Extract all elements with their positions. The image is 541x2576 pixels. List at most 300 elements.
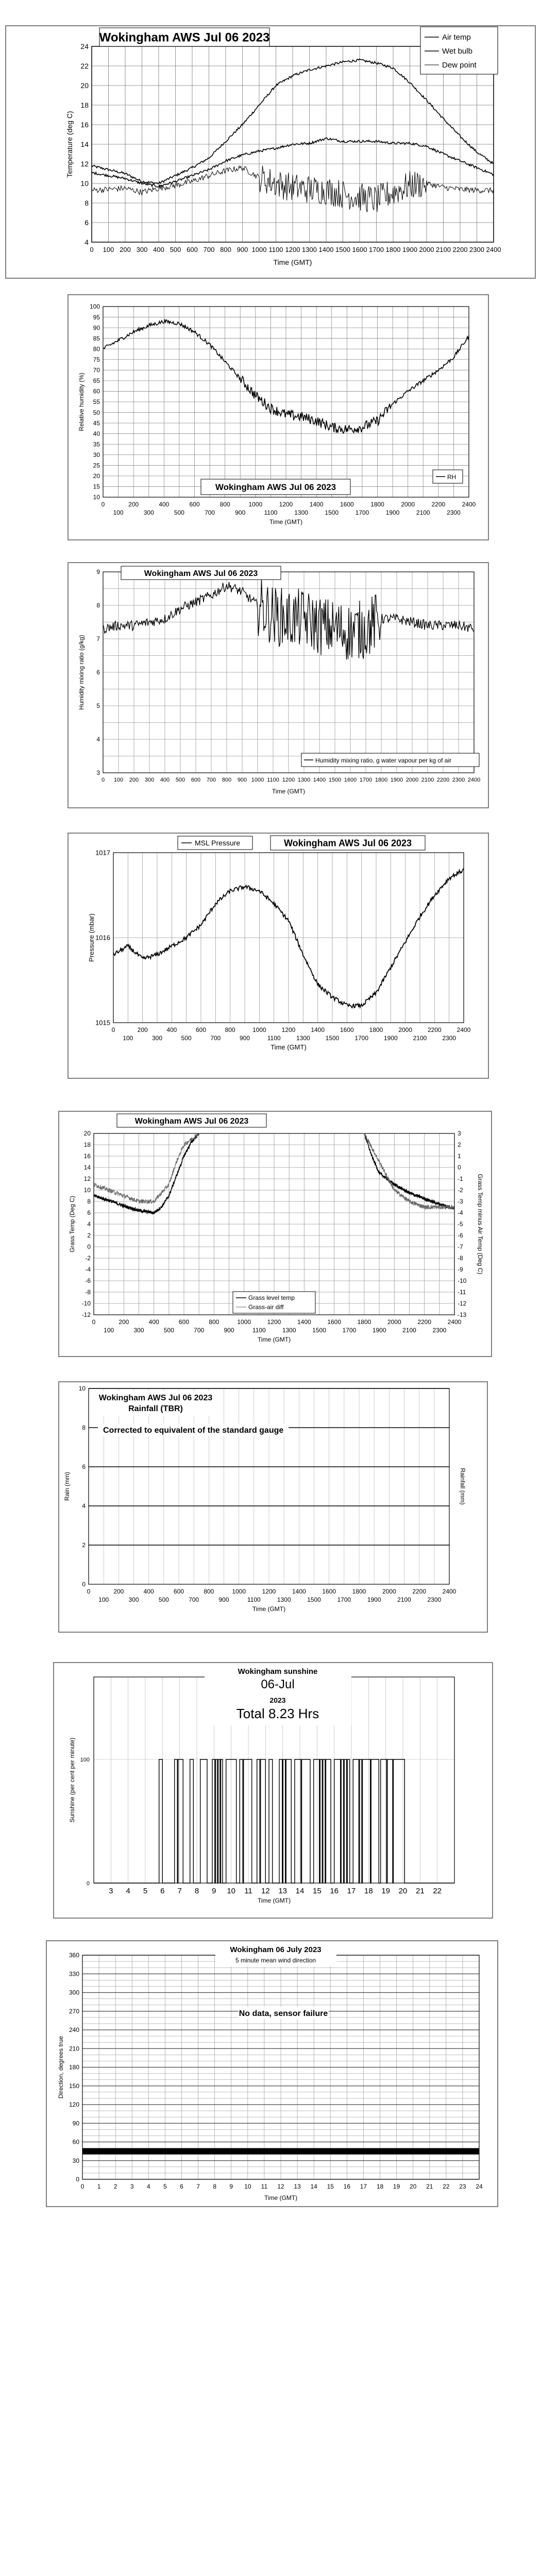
x-tick-label: 2100: [402, 1327, 416, 1334]
x-tick-label: 0: [80, 2183, 84, 2190]
y-tick-label: 210: [69, 2045, 79, 2053]
x-tick-label: 800: [225, 1026, 235, 1033]
x-tick-label: 300: [143, 509, 154, 516]
x-tick-label: 100: [98, 1596, 109, 1603]
y-tick-label: 0: [76, 2176, 79, 2183]
x-tick-label: 200: [120, 246, 131, 253]
chart-annotation: Corrected to equivalent of the standard gauge: [103, 1426, 284, 1435]
x-tick-label: 2300: [427, 1596, 442, 1603]
x-tick-label: 700: [210, 1035, 221, 1042]
x-tick-label: 1900: [385, 509, 400, 516]
x-tick-label: 2400: [467, 777, 481, 783]
x-tick-label: 900: [236, 246, 248, 253]
x-tick-label: 2200: [417, 1318, 432, 1326]
y-tick-label: 20: [93, 472, 100, 480]
x-tick-label: 900: [237, 777, 247, 783]
x-tick-label: 19: [393, 2183, 400, 2190]
y-tick-label: 5: [96, 702, 100, 710]
y-tick-label: 2: [82, 1541, 86, 1549]
mixing-ratio-chart-panel: [67, 562, 489, 809]
legend-label: Wet bulb: [442, 47, 472, 56]
x-tick-label: 14: [310, 2183, 317, 2190]
x-tick-label: 2100: [416, 509, 430, 516]
y-tick-label: 15: [93, 483, 100, 490]
y-tick-label: 14: [80, 140, 89, 148]
x-tick-label: 400: [160, 777, 170, 783]
x-tick-label: 11: [261, 2183, 268, 2190]
x-tick-label: 700: [194, 1327, 205, 1334]
x-tick-label: 800: [209, 1318, 219, 1326]
x-tick-label: 1200: [281, 1026, 296, 1033]
x-tick-label: 1500: [335, 246, 350, 253]
x-tick-label: 16: [343, 2183, 351, 2190]
x-tick-label: 2400: [486, 246, 501, 253]
chart-subtitle: Rainfall (TBR): [128, 1404, 183, 1413]
x-tick-label: 600: [173, 1588, 184, 1595]
chart-title: Wokingham AWS Jul 06 2023: [98, 1394, 213, 1402]
legend-label: RH: [447, 473, 457, 481]
x-tick-label: 200: [128, 501, 139, 508]
x-tick-label: 900: [218, 1596, 229, 1603]
x-tick-label: 1000: [251, 246, 267, 253]
chart-subtitle: 5 minute mean wind direction: [235, 1957, 316, 1964]
legend-label: Air temp: [442, 33, 471, 42]
y-axis-label: Humidity mixing ratio (g/kg): [78, 635, 85, 710]
x-tick-label: 100: [123, 1035, 133, 1042]
y-tick-label: -10: [81, 1300, 91, 1308]
x-tick-label: 1400: [297, 1318, 311, 1326]
y-tick-label: 8: [84, 198, 89, 207]
x-axis-label: Time (GMT): [257, 1336, 291, 1343]
x-tick-label: 18: [364, 1887, 373, 1895]
x-tick-label: 1500: [325, 1035, 340, 1042]
x-tick-label: 2300: [447, 509, 461, 516]
x-tick-label: 2400: [447, 1318, 462, 1326]
y-axis-label: Pressure (mbar): [88, 913, 95, 962]
chart-date: 06-Jul: [261, 1677, 295, 1691]
x-tick-label: 1500: [325, 509, 339, 516]
y2-tick-label: -1: [458, 1175, 463, 1182]
x-tick-label: 2400: [442, 1588, 457, 1595]
x-tick-label: 2000: [405, 777, 419, 783]
x-tick-label: 2000: [401, 501, 415, 508]
x-tick-label: 10: [244, 2183, 251, 2190]
x-tick-label: 1400: [313, 777, 326, 783]
y-tick-label: 90: [93, 324, 100, 332]
y-tick-label: -6: [85, 1277, 91, 1285]
x-tick-label: 1200: [267, 1318, 281, 1326]
y-tick-label: 8: [96, 602, 100, 609]
y-tick-label: 240: [69, 2026, 79, 2034]
x-tick-label: 10: [227, 1887, 236, 1895]
y2-tick-label: -5: [458, 1221, 463, 1228]
legend-label: MSL Pressure: [195, 839, 241, 847]
sunshine-trace: [94, 1759, 454, 1883]
legend-label: Grass level temp: [248, 1294, 295, 1301]
x-tick-label: 800: [219, 501, 230, 508]
y2-tick-label: -6: [458, 1232, 463, 1239]
x-tick-label: 17: [347, 1887, 356, 1895]
y-tick-label: 10: [93, 494, 100, 501]
x-tick-label: 0: [90, 246, 94, 253]
y-tick-label: 22: [80, 61, 89, 70]
x-tick-label: 23: [459, 2183, 466, 2190]
x-tick-label: 2100: [413, 1035, 427, 1042]
x-axis-label: Time (GMT): [257, 1897, 291, 1904]
x-tick-label: 6: [180, 2183, 183, 2190]
y-tick-label: 10: [83, 1187, 91, 1194]
x-tick-label: 19: [381, 1887, 391, 1895]
y2-tick-label: -3: [458, 1198, 463, 1205]
x-tick-label: 600: [191, 777, 201, 783]
x-tick-label: 500: [170, 246, 181, 253]
y-tick-label: 100: [89, 303, 100, 311]
x-tick-label: 2000: [382, 1588, 396, 1595]
x-tick-label: 1600: [340, 501, 354, 508]
y-tick-label: 4: [96, 736, 100, 743]
y-tick-label: 80: [93, 345, 100, 353]
x-tick-label: 900: [239, 1035, 250, 1042]
y-tick-label: 18: [80, 100, 89, 109]
y-tick-label: -4: [85, 1266, 91, 1274]
x-tick-label: 1800: [352, 1588, 366, 1595]
y-tick-label: 6: [87, 1209, 91, 1217]
x-tick-label: 1400: [318, 246, 334, 253]
mixing-ratio-chart: [67, 562, 489, 809]
y-tick-label: 180: [69, 2063, 79, 2071]
y-tick-label: 60: [72, 2138, 79, 2146]
x-tick-label: 700: [189, 1596, 199, 1603]
x-tick-label: 2300: [432, 1327, 447, 1334]
x-tick-label: 6: [160, 1887, 165, 1895]
x-tick-label: 1600: [340, 1026, 354, 1033]
x-tick-label: 5: [143, 1887, 148, 1895]
x-tick-label: 700: [205, 509, 215, 516]
y-tick-label: -2: [85, 1255, 91, 1262]
y-axis-label: Relative humidity (%): [78, 372, 85, 431]
y-tick-label: 90: [72, 2120, 79, 2127]
grass-temp-chart: [58, 1110, 493, 1358]
x-tick-label: 21: [415, 1887, 425, 1895]
x-tick-label: 18: [376, 2183, 384, 2190]
x-tick-label: 1600: [327, 1318, 342, 1326]
y-tick-label: 10: [78, 1385, 86, 1393]
x-tick-label: 1000: [248, 501, 263, 508]
x-tick-label: 1800: [370, 501, 384, 508]
y2-tick-label: -11: [458, 1289, 466, 1296]
x-tick-label: 2300: [442, 1035, 457, 1042]
y2-tick-label: -8: [458, 1255, 463, 1262]
x-tick-label: 2300: [469, 246, 484, 253]
x-tick-label: 0: [92, 1318, 96, 1326]
humidity-chart-panel: [67, 294, 489, 541]
x-tick-label: 1: [97, 2183, 101, 2190]
x-tick-label: 300: [151, 1035, 163, 1042]
x-tick-label: 1100: [264, 509, 278, 516]
x-tick-label: 0: [87, 1588, 91, 1595]
legend-label: Humidity mixing ratio, g water vapour per kg of air: [315, 757, 452, 764]
x-tick-label: 400: [143, 1588, 154, 1595]
x-tick-label: 7: [177, 1887, 182, 1895]
x-tick-label: 500: [175, 777, 185, 783]
x-tick-label: 2100: [397, 1596, 411, 1603]
x-tick-label: 1300: [294, 509, 308, 516]
x-tick-label: 1400: [311, 1026, 325, 1033]
x-tick-label: 4: [146, 2183, 150, 2190]
x-tick-label: 800: [204, 1588, 214, 1595]
x-tick-label: 2000: [387, 1318, 401, 1326]
x-tick-label: 5: [163, 2183, 167, 2190]
y-tick-label: 95: [93, 313, 100, 321]
x-tick-label: 100: [113, 509, 124, 516]
y-tick-label: 4: [84, 238, 89, 246]
x-tick-label: 1300: [282, 1327, 296, 1334]
y-tick-label: 1016: [95, 934, 110, 942]
x-tick-label: 1600: [322, 1588, 336, 1595]
y-tick-label: 16: [83, 1153, 91, 1160]
y-axis-label: Grass Temp (Deg C): [69, 1196, 76, 1252]
y-tick-label: 10: [80, 179, 89, 188]
x-axis-label: Time (GMT): [272, 788, 306, 795]
y-tick-label: 2: [87, 1232, 91, 1240]
y-tick-label: 60: [93, 387, 100, 395]
chart-title: Wokingham sunshine: [238, 1667, 318, 1676]
x-tick-label: 2400: [462, 501, 476, 508]
y-tick-label: 0: [82, 1581, 86, 1588]
x-tick-label: 13: [294, 2183, 301, 2190]
y-tick-label: 18: [83, 1141, 91, 1149]
x-tick-label: 700: [206, 777, 216, 783]
x-tick-label: 1300: [296, 1035, 310, 1042]
x-tick-label: 100: [103, 246, 114, 253]
x-tick-label: 200: [113, 1588, 124, 1595]
y-axis-label: Rain (mm): [63, 1472, 71, 1501]
y-tick-label: 20: [80, 81, 89, 90]
x-tick-label: 8: [194, 1887, 199, 1895]
y-tick-label: 1015: [95, 1019, 110, 1027]
x-tick-label: 1500: [307, 1596, 321, 1603]
y-tick-label: 16: [80, 120, 89, 129]
x-tick-label: 0: [101, 777, 105, 783]
x-tick-label: 1700: [359, 777, 373, 783]
x-tick-label: 24: [476, 2183, 483, 2190]
y2-tick-label: -13: [458, 1311, 467, 1318]
y-tick-label: 55: [93, 398, 100, 406]
x-tick-label: 600: [178, 1318, 190, 1326]
x-tick-label: 15: [312, 1887, 322, 1895]
y-tick-label: 70: [93, 366, 100, 374]
y-tick-label: 85: [93, 334, 100, 342]
y-tick-label: 65: [93, 377, 100, 385]
y-tick-label: 6: [96, 669, 100, 676]
x-tick-label: 200: [119, 1318, 129, 1326]
x-axis-label: Time (GMT): [270, 1043, 307, 1051]
x-tick-label: 1300: [302, 246, 317, 253]
x-tick-label: 2200: [436, 777, 450, 783]
y-tick-label: 4: [82, 1502, 86, 1510]
y-tick-label: 25: [93, 462, 100, 469]
x-tick-label: 800: [222, 777, 232, 783]
legend-label: Dew point: [442, 61, 477, 70]
y-tick-label: 8: [82, 1424, 86, 1432]
x-tick-label: 1200: [262, 1588, 276, 1595]
x-tick-label: 100: [104, 1327, 114, 1334]
y-tick-label: 40: [93, 430, 100, 437]
x-tick-label: 1000: [237, 1318, 251, 1326]
x-tick-label: 300: [136, 246, 148, 253]
y-tick-label: 14: [83, 1164, 91, 1172]
x-tick-label: 300: [133, 1327, 144, 1334]
x-tick-label: 12: [261, 1887, 270, 1895]
chart-annotation: No data, sensor failure: [239, 2009, 328, 2018]
x-tick-label: 2200: [412, 1588, 427, 1595]
y2-tick-label: 1: [458, 1153, 461, 1160]
y-tick-label: -12: [81, 1311, 91, 1319]
x-tick-label: 1100: [247, 1596, 261, 1603]
x-tick-label: 11: [244, 1887, 252, 1895]
x-tick-label: 1000: [252, 1026, 266, 1033]
x-tick-label: 1100: [267, 1035, 281, 1042]
x-tick-label: 1600: [344, 777, 357, 783]
y-tick-label: 270: [69, 2007, 79, 2015]
x-tick-label: 100: [113, 777, 124, 783]
x-tick-label: 14: [295, 1887, 305, 1895]
x-tick-label: 900: [235, 509, 246, 516]
chart-total: Total 8.23 Hrs: [236, 1706, 319, 1721]
y-axis-label: Direction, degrees true: [57, 2036, 64, 2099]
x-tick-label: 200: [129, 777, 139, 783]
x-tick-label: 22: [433, 1887, 442, 1895]
y-tick-label: 120: [69, 2101, 79, 2109]
y-tick-label: 75: [93, 355, 100, 363]
pressure-chart: [67, 832, 489, 1079]
x-tick-label: 1400: [309, 501, 324, 508]
y-tick-label: 24: [80, 42, 89, 50]
chart-title: Wokingham AWS Jul 06 2023: [283, 838, 412, 849]
y-tick-label: 7: [96, 635, 100, 643]
x-tick-label: 400: [153, 246, 164, 253]
y-tick-label: 6: [82, 1463, 86, 1471]
x-tick-label: 1200: [279, 501, 293, 508]
y-tick-label: 0: [87, 1243, 91, 1251]
x-tick-label: 1500: [328, 777, 342, 783]
wind-direction-chart-panel: [45, 1940, 499, 2208]
x-tick-label: 1400: [292, 1588, 306, 1595]
y-axis-label: Sunshine (per cent per minute): [69, 1737, 76, 1823]
x-tick-label: 1600: [352, 246, 367, 253]
x-tick-label: 7: [196, 2183, 200, 2190]
x-tick-label: 1200: [282, 777, 295, 783]
y2-tick-label: -10: [458, 1277, 467, 1284]
x-tick-label: 21: [426, 2183, 433, 2190]
x-tick-label: 15: [327, 2183, 334, 2190]
y-tick-label: 330: [69, 1970, 79, 1978]
x-tick-label: 17: [360, 2183, 367, 2190]
x-tick-label: 2000: [398, 1026, 413, 1033]
rainfall-chart-panel: [58, 1381, 488, 1633]
x-tick-label: 2: [113, 2183, 117, 2190]
x-tick-label: 3: [109, 1887, 113, 1895]
x-tick-label: 1900: [372, 1327, 386, 1334]
chart-year: 2023: [269, 1696, 286, 1704]
x-tick-label: 2100: [421, 777, 434, 783]
x-axis-label: Time (GMT): [269, 518, 303, 526]
x-axis-label: Time (GMT): [252, 1605, 286, 1613]
x-tick-label: 1900: [390, 777, 403, 783]
y-tick-label: 6: [84, 218, 89, 227]
y2-axis-label: Grass Temp minus Air Temp (Deg C): [477, 1174, 484, 1275]
y-tick-label: 50: [93, 409, 100, 416]
x-tick-label: 1100: [268, 246, 283, 253]
x-tick-label: 500: [174, 509, 184, 516]
x-tick-label: 1200: [285, 246, 300, 253]
x-tick-label: 900: [224, 1327, 234, 1334]
x-tick-label: 400: [148, 1318, 159, 1326]
x-tick-label: 500: [163, 1327, 174, 1334]
chart-title: Wokingham AWS Jul 06 2023: [144, 569, 258, 578]
x-tick-label: 2200: [431, 501, 446, 508]
x-tick-label: 2400: [457, 1026, 471, 1033]
x-tick-label: 1800: [369, 1026, 383, 1033]
y-tick-label: 45: [93, 419, 100, 427]
x-tick-label: 4: [126, 1887, 130, 1895]
x-tick-label: 2200: [452, 246, 468, 253]
x-tick-label: 1300: [277, 1596, 291, 1603]
x-tick-label: 3: [130, 2183, 134, 2190]
y-tick-label: -8: [85, 1289, 91, 1296]
chart-title: Wokingham 06 July 2023: [230, 1945, 322, 1954]
y2-tick-label: -2: [458, 1187, 463, 1194]
x-tick-label: 9: [229, 2183, 233, 2190]
sunshine-chart-panel: [53, 1662, 494, 1919]
y2-tick-label: -9: [458, 1266, 463, 1273]
y-tick-label: 20: [83, 1130, 91, 1138]
y-tick-label: 3: [96, 769, 100, 777]
x-axis-label: Time (GMT): [273, 258, 312, 266]
sunshine-chart: [53, 1662, 494, 1919]
x-tick-label: 1900: [383, 1035, 398, 1042]
x-tick-label: 2200: [427, 1026, 442, 1033]
y-tick-label: 1017: [95, 849, 110, 857]
y-tick-label: 9: [96, 568, 100, 576]
legend-label: Grass-air diff: [248, 1303, 284, 1311]
x-tick-label: 300: [128, 1596, 139, 1603]
y-tick-label: 12: [80, 159, 89, 168]
x-tick-label: 13: [278, 1887, 288, 1895]
chart-title: Wokingham AWS Jul 06 2023: [215, 482, 336, 493]
y2-tick-label: 2: [458, 1141, 461, 1148]
x-tick-label: 1700: [342, 1327, 357, 1334]
x-tick-label: 1100: [267, 777, 279, 783]
temperature-chart: [4, 0, 537, 278]
wind-direction-chart: [45, 1940, 499, 2208]
x-tick-label: 1700: [354, 1035, 369, 1042]
y2-tick-label: -12: [458, 1300, 467, 1307]
x-tick-label: 1700: [369, 246, 384, 253]
y2-tick-label: 0: [458, 1164, 461, 1171]
x-tick-label: 1000: [232, 1588, 246, 1595]
chart-frame: [68, 563, 488, 808]
humidity-chart: [67, 294, 489, 541]
x-tick-label: 1500: [312, 1327, 326, 1334]
x-tick-label: 22: [443, 2183, 450, 2190]
y2-tick-label: 3: [458, 1130, 461, 1137]
x-tick-label: 1900: [367, 1596, 381, 1603]
x-tick-label: 9: [212, 1887, 216, 1895]
y-tick-label: 150: [69, 2082, 79, 2090]
x-tick-label: 1100: [252, 1327, 266, 1334]
grass-temp-chart-panel: [58, 1110, 493, 1358]
